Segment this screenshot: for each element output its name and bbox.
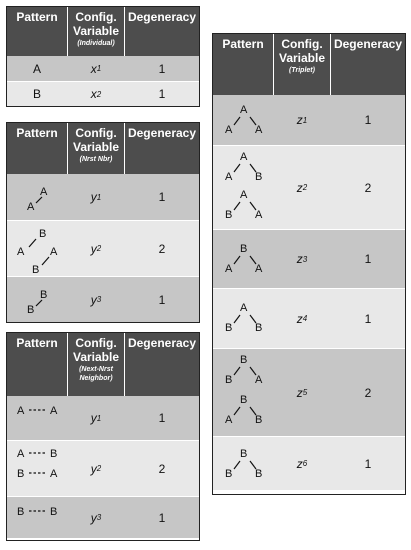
table-row	[7, 81, 199, 106]
table-nearest-neighbor	[6, 122, 200, 323]
table-row	[213, 229, 405, 288]
degeneracy-cell: 2	[158, 241, 166, 256]
atom-a: A	[27, 201, 35, 213]
config-variable-cell: y 1	[90, 190, 102, 204]
config-variable-header: Config. Variable	[72, 336, 120, 364]
atom-a: A	[17, 246, 25, 258]
atom-a: A	[240, 302, 248, 314]
table-triplet	[212, 33, 406, 495]
pattern-diagram	[7, 174, 67, 220]
atom-a: A	[255, 374, 263, 386]
atom-b: B	[255, 171, 263, 183]
atom-b: B	[17, 468, 25, 480]
pattern-diagram	[213, 146, 273, 230]
atom-b: B	[27, 304, 35, 316]
config-variable-subtitle: (Individual)	[77, 40, 115, 47]
atom-b: B	[17, 506, 25, 518]
degeneracy-cell: 2	[364, 180, 372, 195]
config-variable-cell: y 3	[90, 510, 102, 525]
table-row	[7, 440, 199, 496]
atom-b: B	[225, 322, 233, 334]
config-variable-cell: z 1	[296, 113, 308, 127]
atom-b: B	[225, 209, 233, 221]
table-individual	[6, 6, 200, 107]
config-variable-subtitle: (Nrst Nbr)	[79, 156, 113, 163]
atom-b: B	[255, 414, 263, 426]
table-row	[213, 436, 405, 490]
atom-a: A	[50, 246, 58, 258]
degeneracy-cell: 1	[158, 411, 166, 425]
degeneracy-cell: 2	[364, 385, 372, 400]
atom-b: B	[40, 289, 48, 301]
atom-a: A	[225, 171, 233, 183]
config-variable-subtitle: (Triplet)	[289, 67, 315, 74]
table-row	[7, 56, 199, 81]
pattern-header: Pattern	[222, 37, 264, 51]
pattern-header: Pattern	[16, 336, 58, 350]
degeneracy-cell: 2	[158, 461, 166, 476]
degeneracy-cell: 1	[364, 311, 372, 326]
config-variable-cell: y 2	[90, 461, 102, 476]
degeneracy-cell: 1	[364, 113, 372, 127]
atom-b: B	[50, 448, 58, 460]
table-row	[7, 220, 199, 276]
atom-a: A	[50, 405, 58, 417]
atom-b: B	[240, 243, 248, 255]
pattern-diagram	[213, 349, 273, 437]
atom-a: A	[240, 151, 248, 163]
pattern-diagram	[7, 277, 67, 323]
degeneracy-header: Degeneracy	[127, 10, 197, 24]
table-header	[7, 7, 199, 56]
table-header	[213, 34, 405, 95]
config-variable-subtitle: (Next-Nrst	[79, 366, 113, 373]
atom-b: B	[240, 448, 248, 460]
pattern-diagram	[213, 289, 273, 349]
pattern-diagram	[213, 230, 273, 289]
atom-a: A	[50, 468, 58, 480]
pattern-diagram	[7, 221, 67, 277]
atom-b: B	[50, 506, 58, 518]
degeneracy-header: Degeneracy	[127, 336, 197, 350]
config-variable-header: Config. Variable	[72, 10, 120, 38]
atom-a: A	[255, 263, 263, 275]
table-header	[7, 123, 199, 174]
pattern-header: Pattern	[16, 10, 58, 24]
config-variable-header: Config. Variable	[72, 126, 120, 154]
degeneracy-cell: 1	[364, 456, 372, 471]
atom-a: A	[17, 448, 25, 460]
pattern-diagram	[213, 437, 273, 491]
table-next-nearest-neighbor	[6, 332, 200, 541]
degeneracy-header: Degeneracy	[333, 37, 403, 51]
config-variable-cell: z 6	[296, 456, 308, 471]
atom-a: A	[225, 414, 233, 426]
table-row	[213, 348, 405, 436]
degeneracy-cell: 1	[158, 510, 166, 525]
pattern-cell: A	[32, 61, 41, 76]
atom-b: B	[240, 394, 248, 406]
pattern-header: Pattern	[16, 126, 58, 140]
degeneracy-cell: 1	[158, 87, 166, 101]
pattern-cell: B	[32, 87, 41, 101]
pattern-diagram	[213, 95, 273, 145]
atom-a: A	[225, 124, 233, 136]
degeneracy-header: Degeneracy	[127, 126, 197, 140]
pattern-diagram	[7, 441, 67, 497]
degeneracy-cell: 1	[364, 252, 372, 266]
config-variable-cell: y 2	[90, 241, 102, 256]
atom-b: B	[225, 374, 233, 386]
atom-b: B	[255, 322, 263, 334]
config-variable-header: Config. Variable	[278, 37, 326, 65]
config-variable-subtitle: Neighbor)	[79, 375, 113, 382]
table-row	[7, 276, 199, 322]
config-variable-cell: x 1	[90, 61, 102, 76]
table-row	[213, 95, 405, 145]
table-row	[7, 496, 199, 538]
config-variable-cell: y 3	[90, 292, 102, 307]
config-variable-cell: y 1	[90, 411, 102, 425]
atom-a: A	[225, 263, 233, 275]
pattern-diagram	[7, 497, 67, 539]
table-row	[213, 288, 405, 348]
degeneracy-cell: 1	[158, 292, 166, 307]
atom-a: A	[17, 405, 25, 417]
config-variable-cell: z 5	[296, 385, 308, 400]
atom-a: A	[240, 189, 248, 201]
config-variable-cell: z 2	[296, 180, 308, 195]
degeneracy-cell: 1	[158, 61, 166, 76]
atom-b: B	[39, 228, 47, 240]
atom-a: A	[255, 209, 263, 221]
config-variable-cell: z 4	[296, 311, 308, 326]
pattern-diagram	[7, 396, 67, 440]
table-header	[7, 333, 199, 396]
table-row	[213, 145, 405, 229]
config-variable-cell: x 2	[90, 87, 102, 101]
atom-b: B	[225, 468, 233, 480]
atom-b: B	[255, 468, 263, 480]
atom-b: B	[32, 264, 40, 276]
config-variable-cell: z 3	[296, 252, 308, 266]
table-row	[7, 396, 199, 440]
atom-b: B	[240, 354, 248, 366]
table-row	[7, 174, 199, 220]
atom-a: A	[40, 186, 48, 198]
atom-a: A	[240, 104, 248, 116]
atom-a: A	[255, 124, 263, 136]
degeneracy-cell: 1	[158, 190, 166, 204]
